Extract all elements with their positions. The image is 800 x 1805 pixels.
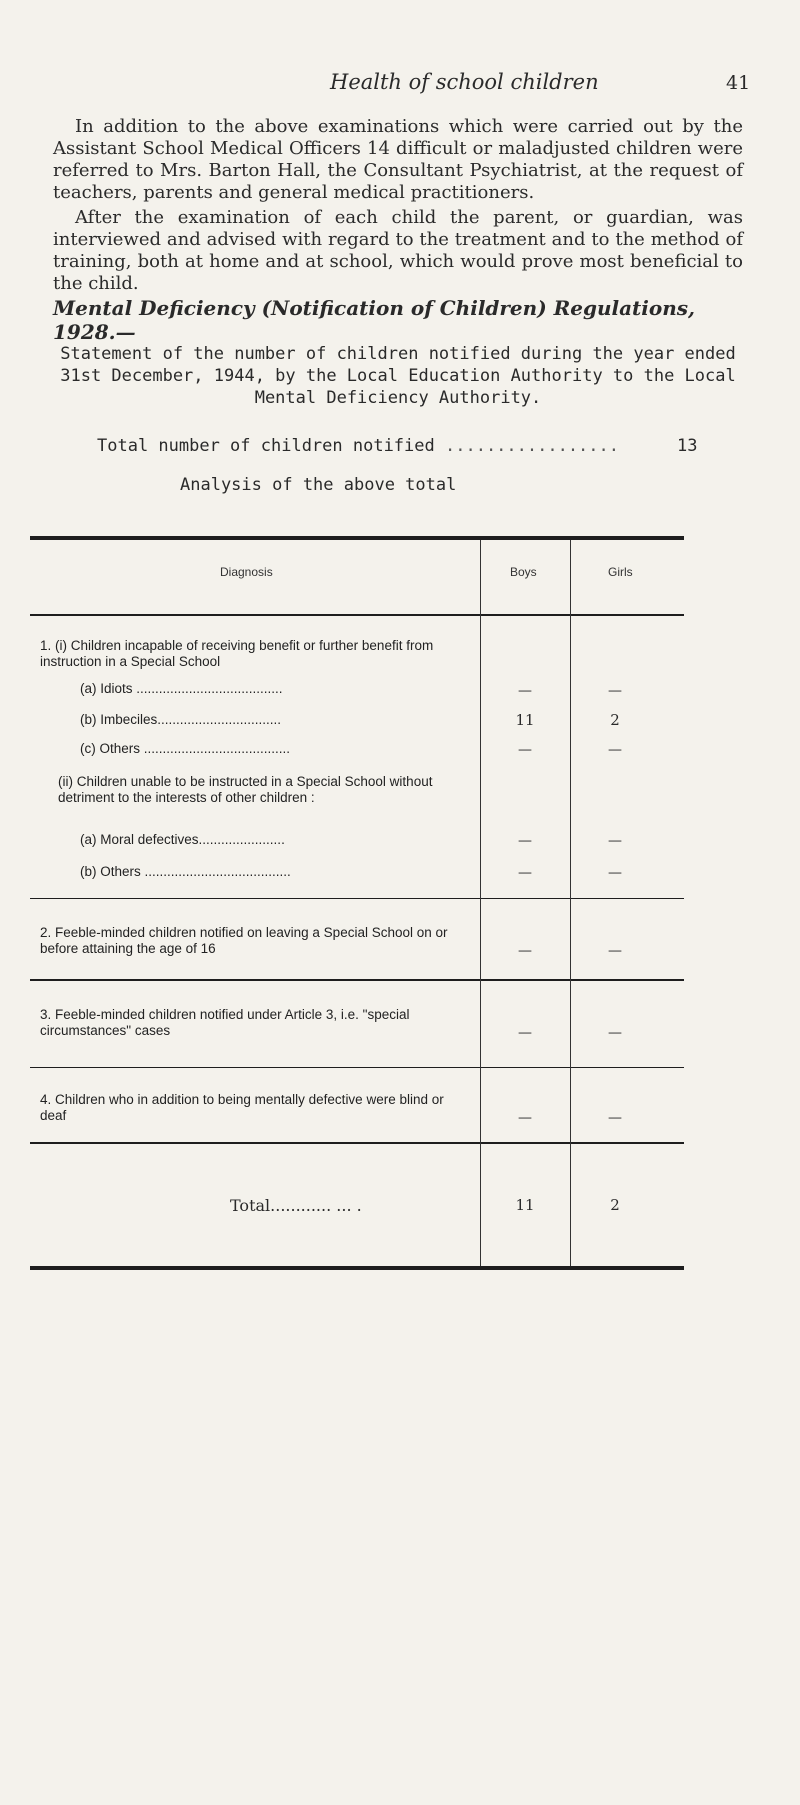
table-bottom-rule (30, 1266, 684, 1270)
running-title: Health of school children (330, 70, 599, 94)
row-1-c-boys: — (518, 742, 532, 758)
page-number: 41 (726, 72, 751, 94)
notification-table (30, 530, 684, 1805)
row-1-c-text: (c) Others (80, 741, 141, 756)
section-rule-2 (30, 979, 684, 981)
column-divider-girls (570, 540, 571, 1266)
page-header (0, 70, 800, 110)
section-rule-1 (30, 898, 684, 899)
column-header-boys: Boys (510, 565, 537, 579)
total-notified-value: 13 (677, 436, 698, 456)
row-1-ii-a-text: (a) Moral defectives (80, 832, 199, 847)
row-1-a-girls: — (608, 683, 622, 699)
row-1-b-text: (b) Imbeciles (80, 712, 158, 727)
row-1-b-girls: 2 (610, 711, 620, 729)
row-1-a-text: (a) Idiots (80, 681, 133, 696)
paragraph-interviews: After the examination of each child the parent, or guardian, was interviewed and advised with regard to the treatment and to the method of training, both at home and at school, which would prove most beneficial to the child. (53, 207, 743, 294)
row-1-ii-b-label: (b) Others ....................................... (80, 864, 291, 879)
row-1-ii-b-girls: — (608, 865, 622, 881)
total-row-boys: 11 (515, 1196, 535, 1214)
row-2-girls: — (608, 943, 622, 959)
row-1-a-boys: — (518, 683, 532, 699)
row-1-c-girls: — (608, 742, 622, 758)
row-1-ii-a-label: (a) Moral defectives....................... (80, 832, 285, 847)
row-1-ii-label: (ii) Children unable to be instructed in a Special School without detriment to the interests of other children : (58, 774, 433, 805)
column-header-diagnosis: Diagnosis (220, 565, 273, 579)
total-row-text: Total (230, 1196, 271, 1215)
row-4-girls: — (608, 1110, 622, 1126)
row-4-label: 4. Children who in addition to being mentally defective were blind or deaf (40, 1092, 444, 1123)
total-notified-label: Total number of children notified (97, 436, 435, 456)
total-row-label: Total............ ... . (230, 1196, 362, 1215)
paragraph-referrals: In addition to the above examinations which were carried out by the Assistant School Medical Officers 14 difficult or maladjusted children were referred to Mrs. Barton Hall, the Consultant Psychiatrist, at the request of teachers, parents and general medical practitioners. (53, 116, 743, 203)
row-1-ii-a-boys: — (518, 833, 532, 849)
row-1-ii-b-text: (b) Others (80, 864, 141, 879)
column-divider-boys (480, 540, 481, 1266)
row-1-c-label: (c) Others ....................................... (80, 741, 291, 756)
row-3-girls: — (608, 1025, 622, 1041)
row-1-b-label: (b) Imbeciles................................. (80, 712, 282, 727)
row-1-b-boys: 11 (515, 711, 535, 729)
column-header-girls: Girls (608, 565, 633, 579)
row-1-ii-a-girls: — (608, 833, 622, 849)
statement-text: Statement of the number of children notified during the year ended 31st December, 1944, by the Local Education Authority to the Local Mental Deficiency Authority. (60, 344, 736, 408)
row-2-label: 2. Feeble-minded children notified on leaving a Special School on or before attaining the age of 16 (40, 925, 448, 956)
row-4-boys: — (518, 1110, 532, 1126)
section-rule-4 (30, 1142, 684, 1144)
row-3-label: 3. Feeble-minded children notified under Article 3, i.e. "special circumstances" cases (40, 1007, 410, 1038)
analysis-label: Analysis of the above total (180, 475, 457, 495)
section-rule-3 (30, 1067, 684, 1068)
row-1-i-label: 1. (i) Children incapable of receiving benefit or further benefit from instruction in a Special School (40, 638, 434, 669)
row-1-a-label: (a) Idiots ....................................... (80, 681, 283, 696)
row-3-boys: — (518, 1025, 532, 1041)
total-notified-line: Total number of children notified ................. 13 (97, 436, 698, 456)
row-2-boys: — (518, 943, 532, 959)
section-heading: Mental Deficiency (Notification of Children) Regulations, 1928.— (53, 296, 695, 344)
row-1-ii-b-boys: — (518, 865, 532, 881)
total-row-girls: 2 (610, 1196, 620, 1214)
table-top-rule (30, 536, 684, 540)
header-bottom-rule (30, 614, 684, 616)
